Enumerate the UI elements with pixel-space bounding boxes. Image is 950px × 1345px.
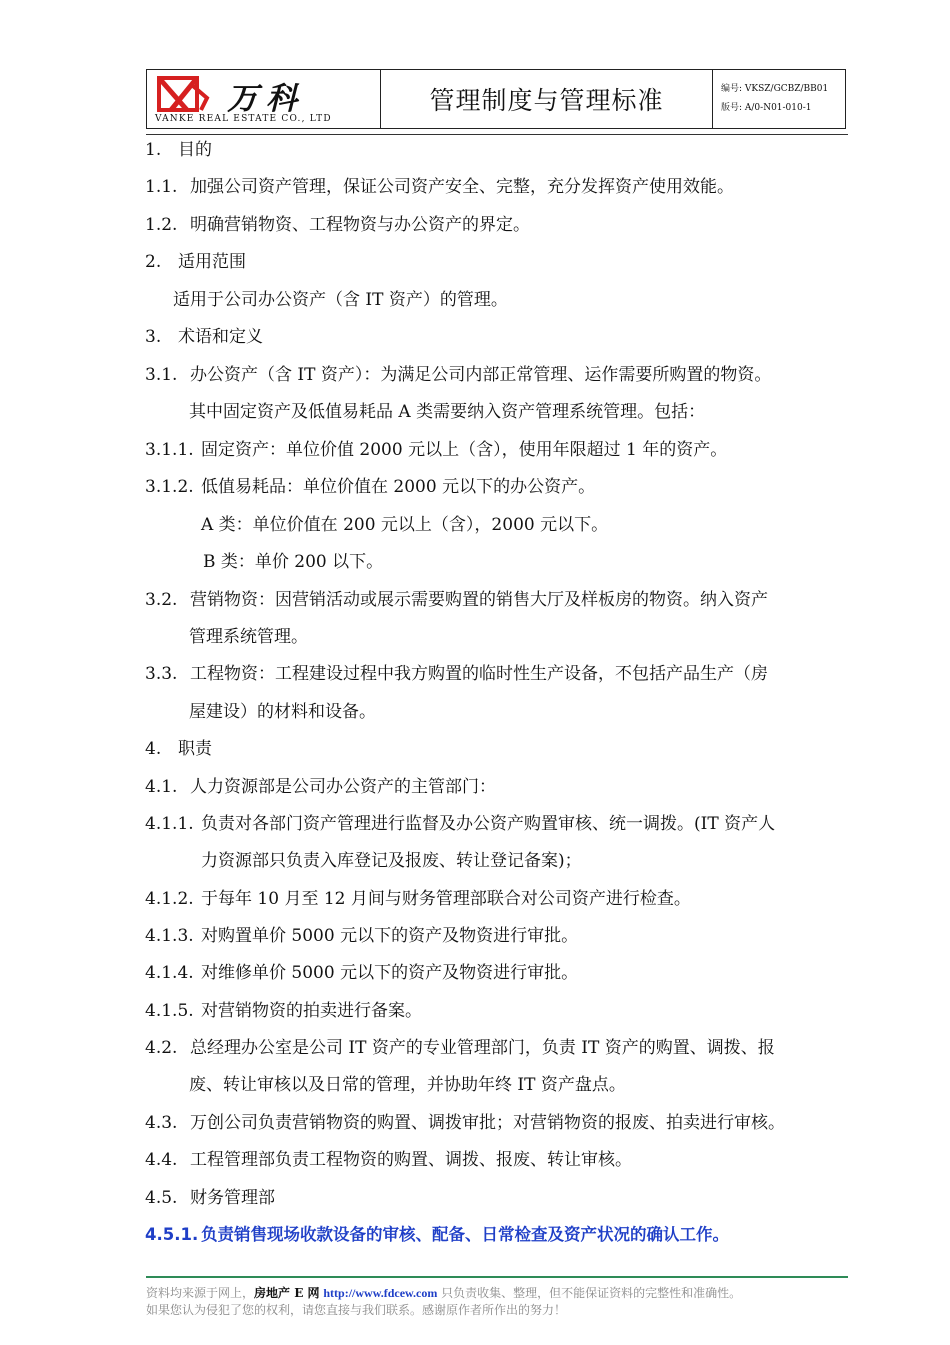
clause-number: 4.5. — [145, 1188, 178, 1208]
brand-english-name: VANKE REAL ESTATE CO., LTD — [155, 114, 332, 124]
clause-number: 4.1.3. — [145, 926, 194, 946]
clause-number: 4. — [145, 739, 162, 759]
clause-text: A 类：单位价值在 200 元以上（含），2000 元以下。 — [201, 515, 609, 535]
clause-number: 3.1.1. — [145, 440, 194, 460]
header-divider — [146, 134, 848, 135]
clause-number: 4.3. — [145, 1113, 178, 1133]
clause-text: 总经理办公室是公司 IT 资产的专业管理部门，负责 IT 资产的购置、调拨、报 — [190, 1038, 775, 1058]
clause-text: 对购置单价 5000 元以下的资产及物资进行审批。 — [201, 926, 579, 946]
clause-text: 万创公司负责营销物资的购置、调拨审批；对营销物资的报废、拍卖进行审核。 — [190, 1113, 785, 1133]
document-code: 编号: VKSZ/GCBZ/BB01 — [721, 84, 829, 94]
clause-number: 4.1.2. — [145, 889, 194, 909]
clause-text: B 类：单价 200 以下。 — [203, 552, 384, 572]
clause-number: 4.2. — [145, 1038, 178, 1058]
clause-text: 固定资产：单位价值 2000 元以上（含），使用年限超过 1 年的资产。 — [201, 440, 728, 460]
clause-number: 2. — [145, 252, 162, 272]
clause-text: 管理系统管理。 — [189, 627, 308, 647]
clause-text: 适用范围 — [178, 252, 246, 272]
clause-number: 4.5.1. — [145, 1225, 199, 1244]
logo-block — [147, 70, 381, 128]
clause-text: 办公资产（含 IT 资产）：为满足公司内部正常管理、运作需要所购置的物资。 — [190, 365, 772, 385]
document-header — [146, 69, 846, 129]
footer-url-link[interactable]: http://www.fdcew.com — [323, 1286, 438, 1300]
clause-number: 1. — [145, 140, 162, 160]
clause-4-1-3 — [145, 925, 578, 947]
clause-text: 对维修单价 5000 元以下的资产及物资进行审批。 — [201, 963, 579, 983]
clause-text: 负责销售现场收款设备的审核、配备、日常检查及资产状况的确认工作。 — [201, 1225, 729, 1244]
clause-continuation — [189, 401, 705, 423]
clause-3-1-2 — [145, 476, 595, 498]
clause-3-3 — [145, 663, 768, 685]
clause-number: 3.3. — [145, 664, 178, 684]
vanke-logo-icon — [157, 76, 217, 112]
clause-3-1 — [145, 364, 771, 386]
clause-text: 负责对各部门资产管理进行监督及办公资产购置审核、统一调拨。(IT 资产人 — [201, 814, 776, 834]
clause-text: 人力资源部是公司办公资产的主管部门： — [190, 777, 496, 797]
clause-number: 4.1. — [145, 777, 178, 797]
clause-text: 财务管理部 — [190, 1188, 275, 1208]
clause-4-5-1 — [145, 1224, 729, 1246]
clause-text: 目的 — [178, 140, 212, 160]
clause-4-5 — [145, 1187, 275, 1209]
brand-name: 万科 — [227, 81, 305, 117]
clause-3-1-1 — [145, 439, 727, 461]
document-title: 管理制度与管理标准 — [429, 86, 664, 115]
clause-4-3 — [145, 1112, 785, 1134]
clause-text: 明确营销物资、工程物资与办公资产的界定。 — [190, 215, 530, 235]
footer — [146, 1285, 851, 1319]
clause-continuation — [189, 626, 308, 648]
clause-3 — [145, 326, 263, 348]
clause-continuation — [201, 514, 608, 536]
clause-4-1 — [145, 776, 496, 798]
clause-3-2 — [145, 589, 768, 611]
clause-2 — [145, 251, 246, 273]
footer-line-1 — [146, 1285, 851, 1302]
clause-continuation — [189, 1074, 626, 1096]
clause-continuation — [173, 289, 508, 311]
clause-text: 屋建设）的材料和设备。 — [189, 702, 376, 722]
code-block — [713, 70, 845, 128]
clause-1 — [145, 139, 212, 161]
clause-number: 3.2. — [145, 590, 178, 610]
clause-4 — [145, 738, 212, 760]
clause-number: 4.1.5. — [145, 1001, 194, 1021]
clause-4-2 — [145, 1037, 775, 1059]
clause-text: 其中固定资产及低值易耗品 A 类需要纳入资产管理系统管理。包括： — [189, 402, 706, 422]
clause-4-1-2 — [145, 888, 691, 910]
clause-continuation — [201, 850, 582, 872]
clause-text: 力资源部只负责入库登记及报废、转让登记备案)； — [201, 851, 582, 871]
clause-number: 3.1.2. — [145, 477, 194, 497]
document-version: 版号: A/0-N01-010-1 — [721, 103, 812, 113]
title-block — [381, 70, 713, 128]
clause-text: 低值易耗品：单位价值在 2000 元以下的办公资产。 — [201, 477, 596, 497]
clause-number: 4.1.4. — [145, 963, 194, 983]
footer-site-name: 房地产 E 网 — [254, 1286, 320, 1300]
clause-text: 于每年 10 月至 12 月间与财务管理部联合对公司资产进行检查。 — [201, 889, 691, 909]
clause-text: 适用于公司办公资产（含 IT 资产）的管理。 — [173, 290, 508, 310]
clause-number: 3. — [145, 327, 162, 347]
clause-text: 术语和定义 — [178, 327, 263, 347]
clause-4-1-1 — [145, 813, 775, 835]
clause-number: 3.1. — [145, 365, 178, 385]
clause-number: 1.2. — [145, 215, 178, 235]
clause-text: 职责 — [178, 739, 212, 759]
footer-prefix: 资料均来源于网上， — [146, 1286, 255, 1300]
clause-4-4 — [145, 1149, 632, 1171]
clause-continuation — [203, 551, 383, 573]
clause-4-1-5 — [145, 1000, 422, 1022]
footer-divider — [146, 1276, 848, 1278]
clause-number: 4.4. — [145, 1150, 178, 1170]
clause-number: 4.1.1. — [145, 814, 194, 834]
clause-number: 1.1. — [145, 177, 178, 197]
footer-suffix: 只负责收集、整理，但不能保证资料的完整性和准确性。 — [437, 1286, 742, 1300]
clause-text: 营销物资：因营销活动或展示需要购置的销售大厅及样板房的物资。纳入资产 — [190, 590, 768, 610]
clause-text: 工程物资：工程建设过程中我方购置的临时性生产设备，不包括产品生产（房 — [190, 664, 768, 684]
clause-text: 废、转让审核以及日常的管理，并协助年终 IT 资产盘点。 — [189, 1075, 626, 1095]
clause-1-2 — [145, 214, 530, 236]
clause-4-1-4 — [145, 962, 578, 984]
clause-1-1 — [145, 176, 734, 198]
clause-continuation — [189, 701, 376, 723]
clause-text: 对营销物资的拍卖进行备案。 — [201, 1001, 422, 1021]
footer-line-2: 如果您认为侵犯了您的权利，请您直接与我们联系。感谢原作者所作出的努力！ — [146, 1303, 567, 1317]
clause-text: 工程管理部负责工程物资的购置、调拨、报废、转让审核。 — [190, 1150, 632, 1170]
clause-text: 加强公司资产管理，保证公司资产安全、完整，充分发挥资产使用效能。 — [190, 177, 734, 197]
